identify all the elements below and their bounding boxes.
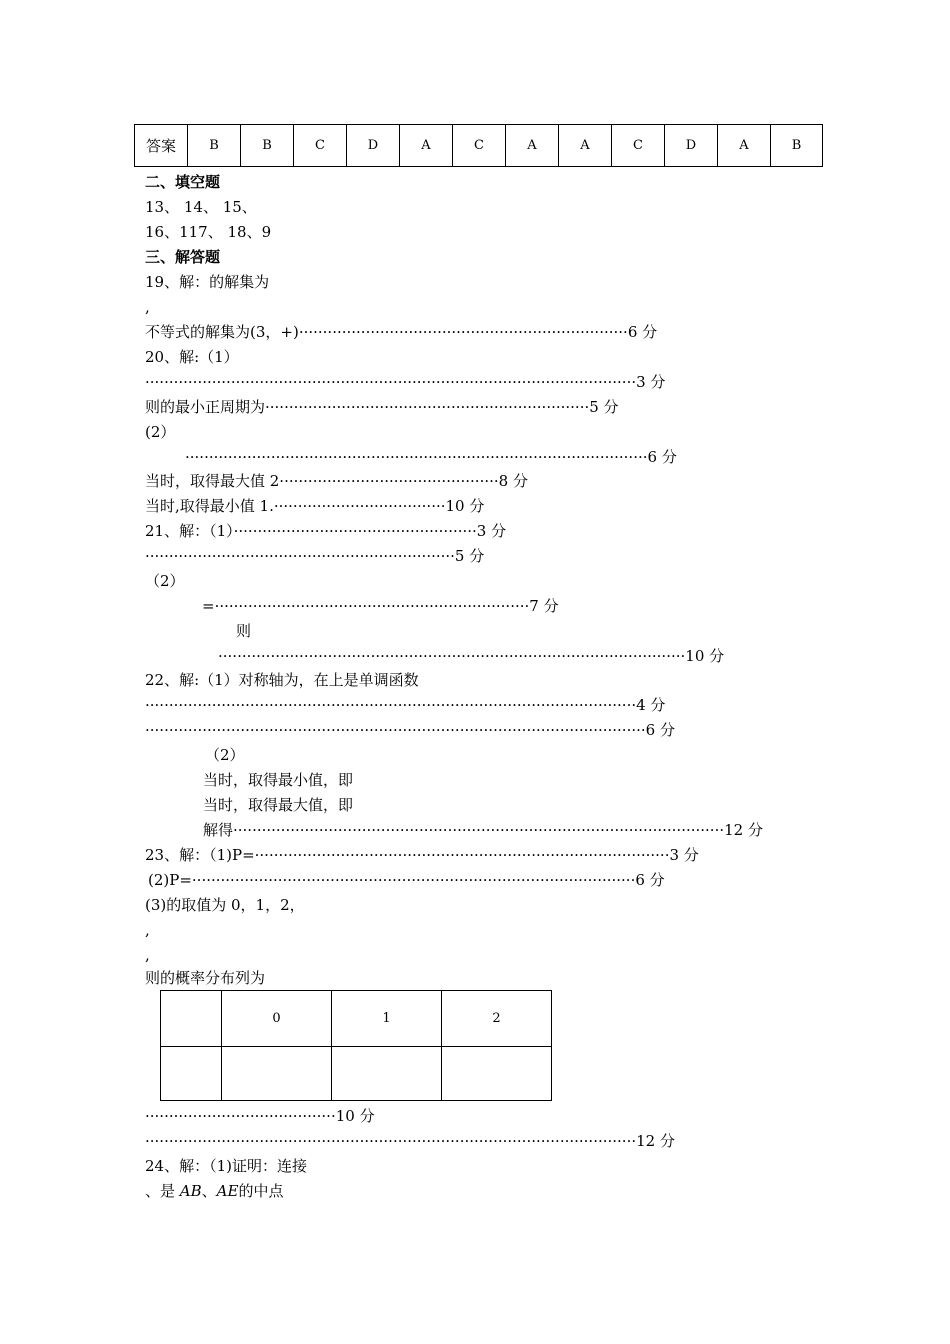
solution-line: 当时，取得最大值，即 — [203, 796, 354, 814]
prob-header-cell: 0 — [222, 991, 332, 1047]
section-title-solve: 三、解答题 — [145, 248, 221, 266]
solution-line: 则 — [236, 622, 252, 640]
prob-value-cell — [442, 1047, 552, 1101]
answer-cell: D — [665, 125, 718, 167]
segment-label-ae: AE — [216, 1182, 239, 1200]
solution-line: ········································10 分 — [145, 1107, 375, 1125]
prob-value-cell — [332, 1047, 442, 1101]
answer-cell: A — [559, 125, 612, 167]
answer-cell: A — [400, 125, 453, 167]
section-title-fill: 二、填空题 — [145, 173, 221, 191]
answer-table — [134, 124, 823, 167]
solution-line: ·································································································6 分 — [185, 448, 677, 466]
solution-line: ·········································································································6 分 — [145, 721, 675, 739]
solution-line: 当时,取得最小值 1.····································10 分 — [145, 497, 485, 515]
solution-line: 24、解：（1)证明：连接 — [145, 1157, 307, 1175]
solution-line — [145, 1179, 283, 1204]
segment-label-ab: AB — [179, 1182, 202, 1200]
solution-line: , — [145, 946, 150, 964]
solution-line: （2） — [205, 746, 245, 764]
prob-header-cell: 1 — [332, 991, 442, 1047]
solution-line: ··································································································10 分 — [218, 647, 725, 665]
prob-value-cell — [222, 1047, 332, 1101]
fill-answers-line: 16、117、 18、9 — [145, 223, 272, 241]
solution-line: 当时，取得最小值，即 — [203, 771, 354, 789]
answer-cell: C — [453, 125, 506, 167]
solution-line: (2)P=·····························································································6 分 — [148, 871, 665, 889]
solution-line: , — [145, 921, 150, 939]
answer-cell: A — [506, 125, 559, 167]
solution-line: ·······································································································4 分 — [145, 696, 666, 714]
prob-header-cell — [161, 991, 222, 1047]
solution-line: 19、解：的解集为 — [145, 273, 270, 291]
solution-line: 21、解：（1）···················································3 分 — [145, 522, 507, 540]
solution-line: (2） — [145, 423, 176, 441]
solution-line: ·································································5 分 — [145, 547, 485, 565]
text-fragment: 、 — [201, 1182, 217, 1200]
solution-line: 则的概率分布列为 — [145, 969, 266, 987]
solution-line: 当时，取得最大值 2··············································8 分 — [145, 472, 528, 490]
solution-line: (3)的取值为 0，1，2， — [145, 896, 305, 914]
answer-cell: C — [294, 125, 347, 167]
solution-line: =··································································7 分 — [202, 597, 559, 615]
answer-header: 答案 — [135, 125, 188, 167]
answer-cell: B — [241, 125, 294, 167]
solution-line: （2） — [145, 572, 185, 590]
probability-distribution-table — [160, 990, 552, 1101]
solution-line: 20、解:（1） — [145, 348, 239, 366]
answer-cell: A — [718, 125, 771, 167]
solution-line: 则的最小正周期为····································································5 分 — [145, 398, 619, 416]
answer-cell: B — [771, 125, 823, 167]
text-fragment: 、是 — [145, 1182, 180, 1200]
solution-line: ·······································································································3 分 — [145, 373, 666, 391]
prob-value-cell — [161, 1047, 222, 1101]
solution-line: 23、解：（1)P=·······················································································3 分 — [145, 846, 699, 864]
prob-header-cell: 2 — [442, 991, 552, 1047]
solution-line: , — [145, 298, 150, 316]
solution-line: 22、解:（1）对称轴为，在上是单调函数 — [145, 671, 419, 689]
solution-line: 解得·······································································································12 分 — [203, 821, 763, 839]
answer-cell: C — [612, 125, 665, 167]
solution-line: ·······································································································12 分 — [145, 1132, 675, 1150]
answer-cell: B — [188, 125, 241, 167]
answer-cell: D — [347, 125, 400, 167]
fill-answers-line: 13、 14、 15、 — [145, 198, 257, 216]
solution-line: 不等式的解集为(3，+)·····································································6 分 — [145, 323, 658, 341]
text-fragment: 的中点 — [238, 1182, 284, 1200]
